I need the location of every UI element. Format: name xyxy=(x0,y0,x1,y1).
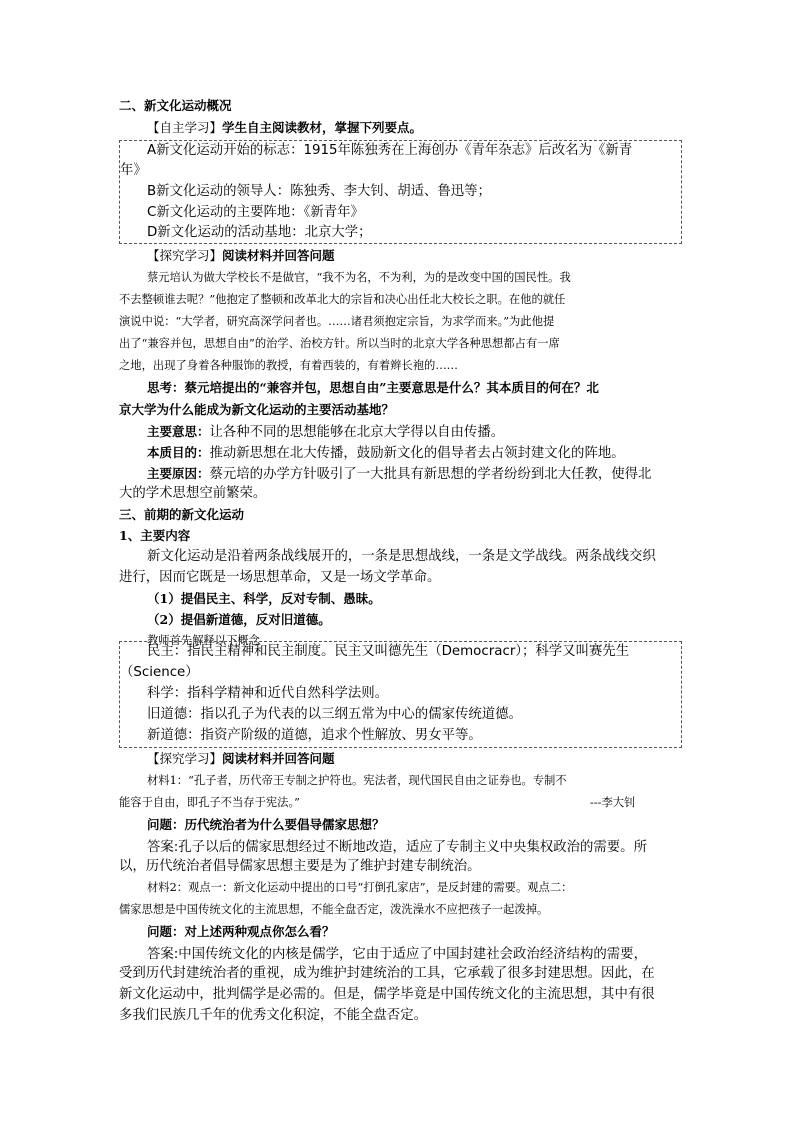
question-1-label: 问题： xyxy=(147,817,185,832)
content-line1: 新文化运动是沿着两条战线展开的，一条是思想战线，一条是文学战线。两条战线交织 xyxy=(147,549,656,564)
content-line2: 进行，因而它既是一场思想革命，又是一场文学革命。 xyxy=(119,570,441,585)
cai-passage-line3: 演说中说：“大学者，研究高深学问者也。……诸君须抱定宗旨，为求学而来。”为此他提 xyxy=(119,315,555,328)
explore-line-1 xyxy=(147,246,335,266)
meaning-text: 让各种不同的思想能够在北京大学得以自由传播。 xyxy=(209,425,505,440)
material-2-line1: 材料2：观点一：新文化运动中提出的口号“打倒孔家店”，是反封建的需要。观点二： xyxy=(147,881,573,894)
purpose-answer xyxy=(147,442,625,464)
purpose-label: 本质目的： xyxy=(147,445,210,460)
teacher-note: 教师首先解释以下概念 xyxy=(147,634,260,647)
cai-passage-line1: 蔡元培认为做大学校长不是做官，“我不为名，不为利，为的是改变中国的国民性。我 xyxy=(147,271,571,284)
reason-text-1: 蔡元培的办学方针吸引了一大批具有新思想的学者纷纷到北大任教，使得北 xyxy=(209,467,652,482)
meaning-answer xyxy=(147,421,504,443)
answer-2-label: 答案: xyxy=(147,947,179,962)
cai-passage-line4: 出了“兼容并包，思想自由”的治学、治校方针。所以当时的北京大学各种思想都占有一席 xyxy=(119,337,560,350)
point-1: （1）提倡民主、科学，反对专制、愚昧。 xyxy=(147,591,381,606)
purpose-text: 推动新思想在北大传播，鼓励新文化的倡导者去占领封建文化的阵地。 xyxy=(209,446,625,461)
explore-instruction-2: 阅读材料并回答问题 xyxy=(222,751,335,766)
answer-2-line2: 受到历代封建统治者的重视，成为维护封建统治的工具，它承载了很多封建思想。因此，在 xyxy=(119,966,655,981)
answer-1-text-1: 孔子以后的儒家思想经过不断地改造，适应了专制主义中央集权政治的需要。所 xyxy=(178,840,647,855)
material-1-author: ---李大钊 xyxy=(590,796,636,809)
question-2-label: 问题： xyxy=(147,924,185,939)
answer-2-line4: 多我们民族几千年的优秀文化积淀，不能全盘否定。 xyxy=(119,1008,427,1023)
material-1-line1: 材料1：“孔子者，历代帝王专制之护符也。宪法者，现代国民自由之证券也。专制不 xyxy=(147,774,567,787)
explore-instruction: 阅读材料并回答问题 xyxy=(222,248,335,263)
new-morality-definition: 新道德：指资产阶级的道德，追求个性解放、男女平等。 xyxy=(147,728,482,743)
explore-tag-2: 【探究学习】 xyxy=(147,751,223,766)
point-a-line2: 年》 xyxy=(120,163,147,178)
explore-line-2 xyxy=(147,749,335,769)
democracy-line2: （Science） xyxy=(120,665,199,680)
question-2 xyxy=(147,922,335,942)
self-study-line xyxy=(147,118,422,138)
meaning-label: 主要意思： xyxy=(147,424,210,439)
democracy-line1: 民主：指民主精神和民主制度。民主又叫德先生（Democracr）；科学又叫赛先生 xyxy=(147,644,630,659)
question-1 xyxy=(147,815,385,835)
material-1-line2: 能容于自由，即孔子不当存于宪法。” xyxy=(119,796,300,809)
key-points-box xyxy=(119,140,682,244)
think-question-line2: 京大学为什么能成为新文化运动的主要活动基地？ xyxy=(119,402,395,417)
reason-answer-line1 xyxy=(147,463,651,485)
answer-2-line1 xyxy=(147,943,647,965)
subsection-1-title: 1、主要内容 xyxy=(119,528,191,543)
point-2: （2）提倡新道德，反对旧道德。 xyxy=(147,612,331,627)
old-morality-definition: 旧道德：指以孔子为代表的以三纲五常为中心的儒家传统道德。 xyxy=(147,707,522,722)
point-a-line1: A新文化运动开始的标志：1915年陈独秀在上海创办《青年杂志》后改名为《新青 xyxy=(147,143,633,158)
answer-2-text-1: 中国传统文化的内核是儒学，它由于适应了中国封建社会政治经济结构的需要， xyxy=(178,947,647,962)
think-question-line1: 思考：蔡元培提出的“兼容并包，思想自由”主要意思是什么？其本质目的何在？北 xyxy=(147,380,599,395)
answer-1-label: 答案: xyxy=(147,840,179,855)
cai-passage-line2: 不去整顿谁去呢？”他抱定了整顿和改革北大的宗旨和决心出任北大校长之职。在他的就任 xyxy=(119,293,566,306)
reason-text-2: 大的学术思想空前繁荣。 xyxy=(119,486,267,501)
answer-1-line2: 以，历代统治者倡导儒家思想主要是为了维护封建专制统治。 xyxy=(119,859,481,874)
self-study-tag: 【自主学习】 xyxy=(147,120,223,135)
explore-tag: 【探究学习】 xyxy=(147,248,223,263)
cai-passage-line5: 之地，出现了身着各种服饰的教授，有着西装的，有着辫长袍的…… xyxy=(119,359,458,372)
reason-label: 主要原因： xyxy=(147,466,210,481)
point-b: B新文化运动的领导人：陈独秀、李大钊、胡适、鲁迅等； xyxy=(147,184,491,199)
self-study-instruction: 学生自主阅读教材，掌握下列要点。 xyxy=(222,120,423,135)
science-definition: 科学：指科学精神和近代自然科学法则。 xyxy=(147,686,389,701)
concepts-box xyxy=(119,641,682,748)
material-2-line2: 儒家思想是中国传统文化的主流思想，不能全盘否定，泼洗澡水不应把孩子一起泼掉。 xyxy=(119,903,549,916)
answer-2-line3: 新文化运动中，批判儒学是必需的。但是，儒学毕竟是中国传统文化的主流思想，其中有很 xyxy=(119,987,655,1002)
question-1-text: 历代统治者为什么要倡导儒家思想？ xyxy=(184,817,385,832)
section-3-title: 三、前期的新文化运动 xyxy=(119,507,245,522)
point-c: C新文化运动的主要阵地：《新青年》 xyxy=(147,205,364,220)
answer-1-line1 xyxy=(147,836,647,858)
question-2-text: 对上述两种观点你怎么看？ xyxy=(184,924,335,939)
section-2-title: 二、新文化运动概况 xyxy=(119,98,232,113)
point-d: D新文化运动的活动基地：北京大学； xyxy=(147,225,372,240)
